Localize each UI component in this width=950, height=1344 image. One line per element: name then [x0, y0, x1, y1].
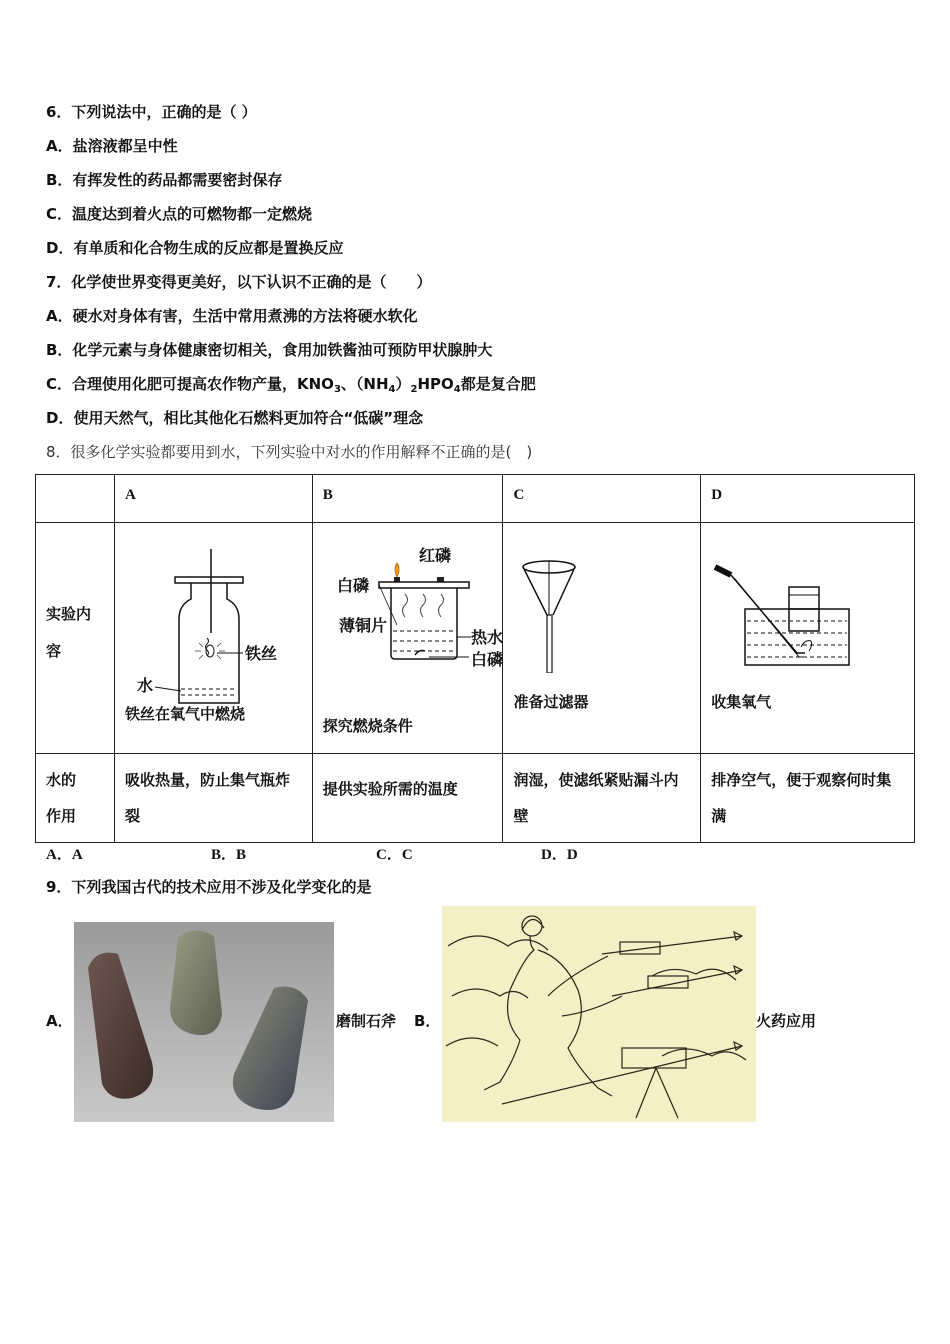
- experiment-d-cell: [701, 523, 915, 754]
- q6-stem: 6．下列说法中，正确的是（ ）: [46, 103, 257, 121]
- q7-option-d: D．使用天然气，相比其他化石燃料更加符合“低碳”理念: [46, 409, 424, 427]
- q9-option-a-letter: A．: [46, 1012, 73, 1030]
- q9-option-b-label: 火药应用: [756, 1012, 817, 1030]
- experiment-b-caption: 探究燃烧条件: [322, 717, 413, 735]
- label-iron-wire: 铁丝: [244, 644, 277, 663]
- q8-answer-c: C．C: [376, 847, 413, 863]
- q7-option-c: C．合理使用化肥可提高农作物产量，$KNO_3$、$(NH_4)_2HPO_4$都是复合肥: [46, 375, 536, 395]
- combustion-conditions-diagram: [313, 537, 504, 687]
- water-role-b: 提供实验所需的温度: [312, 754, 503, 843]
- label-white-phosphorus-top: 白磷: [336, 576, 369, 595]
- q8-answer-d: D．D: [541, 847, 578, 863]
- label-white-phosphorus-bottom: 白磷: [470, 650, 503, 669]
- water-role-d: 排净空气，便于观察何时集满: [701, 754, 915, 843]
- oxygen-collection-diagram: [701, 557, 915, 687]
- q9-stem: 9．下列我国古代的技术应用不涉及化学变化的是: [46, 878, 372, 896]
- gunpowder-illustration: [442, 906, 756, 1122]
- q8-table: [35, 474, 915, 843]
- label-copper-sheet: 薄铜片: [338, 616, 387, 635]
- q9-option-b-letter: B．: [414, 1012, 441, 1030]
- q8-stem: 8．很多化学实验都要用到水，下列实验中对水的作用解释不正确的是( ): [46, 443, 533, 461]
- header-c: C: [503, 475, 701, 523]
- q6-option-c: C．温度达到着火点的可燃物都一定燃烧: [46, 205, 313, 223]
- water-role-a: 吸收热量，防止集气瓶炸裂: [114, 754, 312, 843]
- label-water: 水: [136, 676, 153, 695]
- experiment-c-caption: 准备过滤器: [513, 693, 589, 711]
- q6-option-a: A．盐溶液都呈中性: [46, 137, 178, 155]
- label-hot-water: 热水: [470, 628, 503, 647]
- header-b: B: [312, 475, 503, 523]
- experiment-c-cell: [503, 523, 701, 754]
- q7-option-b: B．化学元素与身体健康密切相关，食用加铁酱油可预防甲状腺肿大: [46, 341, 493, 359]
- q9-option-a-label: 磨制石斧: [336, 1012, 397, 1030]
- experiment-a-caption: 铁丝在氧气中燃烧: [124, 705, 245, 723]
- q7-stem: 7．化学使世界变得更美好，以下认识不正确的是（ ）: [46, 273, 432, 291]
- q8-answer-b: B．B: [211, 847, 247, 863]
- experiment-a-cell: [114, 523, 312, 754]
- header-d: D: [701, 475, 915, 523]
- stone-axes-photo: [74, 922, 334, 1122]
- q8-answer-a: A．A: [46, 847, 83, 863]
- label-red-phosphorus: 红磷: [418, 546, 451, 565]
- row-label-water: 水的作用: [36, 754, 115, 843]
- experiment-d-caption: 收集氧气: [711, 693, 772, 711]
- q6-option-d: D．有单质和化合物生成的反应都是置换反应: [46, 239, 344, 257]
- iron-wire-burning-diagram: [115, 543, 313, 723]
- water-role-c: 润湿，使滤纸紧贴漏斗内壁: [503, 754, 701, 843]
- experiment-b-cell: [312, 523, 503, 754]
- header-empty-cell: [36, 475, 115, 523]
- header-a: A: [114, 475, 312, 523]
- filter-funnel-diagram: [503, 553, 701, 673]
- row-label-content: 实验内容: [36, 523, 115, 754]
- q6-option-b: B．有挥发性的药品都需要密封保存: [46, 171, 283, 189]
- q7-option-a: A．硬水对身体有害，生活中常用煮沸的方法将硬水软化: [46, 307, 418, 325]
